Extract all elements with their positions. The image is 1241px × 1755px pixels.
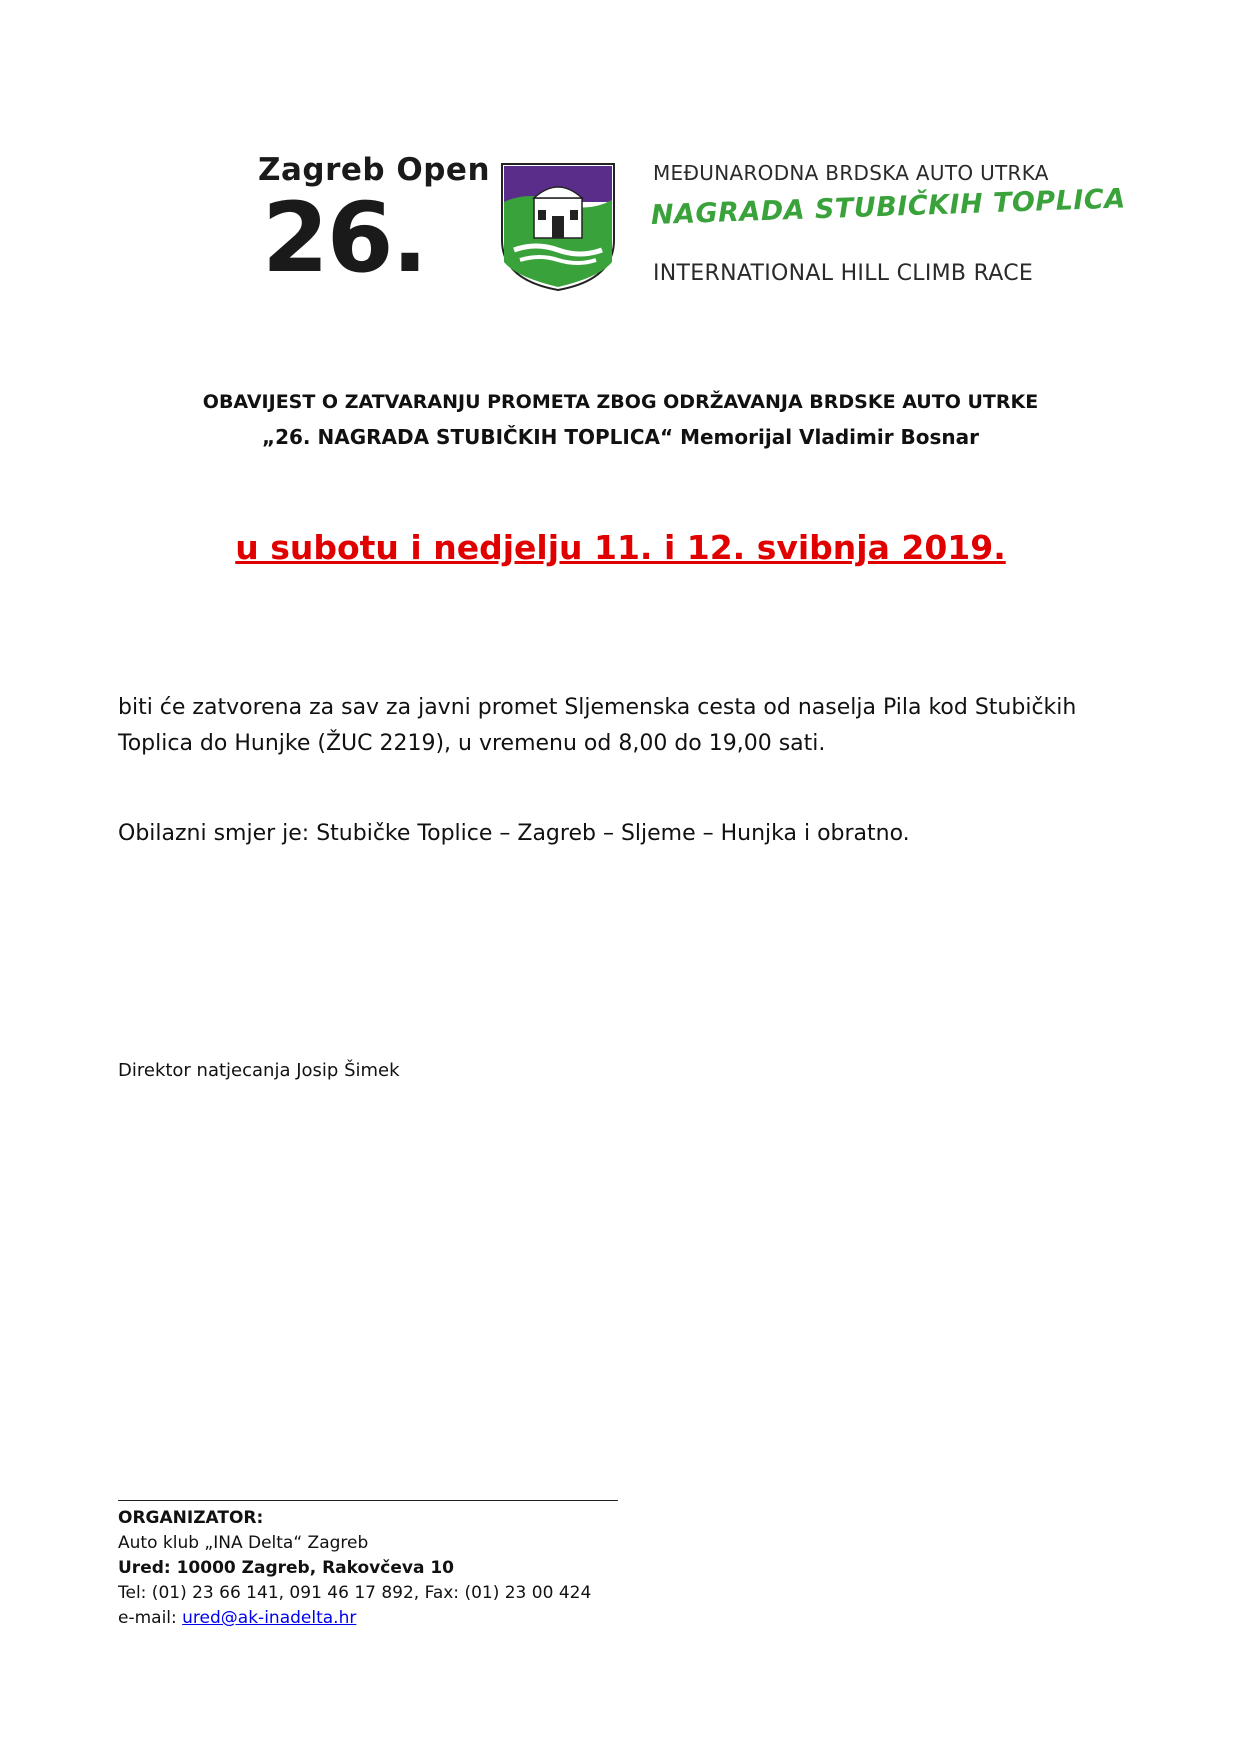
zagreb-open-logo-number: 26. [262,182,427,294]
organizer-email-line [118,1608,356,1628]
notice-headline-line2: „26. NAGRADA STUBIČKIH TOPLICA“ Memorijal Vladimir Bosnar [261,425,980,449]
organizer-phones: Tel: (01) 23 66 141, 091 46 17 892, Fax: (01) 23 00 424 [118,1583,592,1603]
email-label: e-mail: [118,1608,183,1628]
notice-headline-line1: OBAVIJEST O ZATVARANJU PROMETA ZBOG ODRŽAVANJA BRDSKE AUTO UTRKE [202,391,1039,413]
footer-divider [118,1500,618,1501]
detour-paragraph: Obilazni smjer je: Stubičke Toplice – Zagreb – Sljeme – Hunjka i obratno. [118,821,910,846]
event-date: u subotu i nedjelju 11. i 12. svibnja 2019. [235,528,1006,567]
crest-icon [500,162,616,292]
zagreb-open-logo-title: Zagreb Open [258,152,491,188]
organizer-label: ORGANIZATOR: [118,1508,264,1528]
race-name-logo: NAGRADA STUBIČKIH TOPLICA [650,183,1127,231]
email-link[interactable]: ured@ak-inadelta.hr [182,1608,357,1628]
closure-paragraph: biti će zatvorena za sav za javni promet Sljemenska cesta od naselja Pila kod Stubičkih Toplica do Hunjke (ŽUC 2219), u vremenu od 8,00 do 19,00 sati. [118,695,1077,756]
organizer-club: Auto klub „INA Delta“ Zagreb [118,1533,369,1553]
race-subtitle-bottom: INTERNATIONAL HILL CLIMB RACE [653,261,1034,286]
director-signature: Direktor natjecanja Josip Šimek [118,1060,400,1081]
race-subtitle-top: MEĐUNARODNA BRDSKA AUTO UTRKA [653,161,1049,185]
organizer-office: Ured: 10000 Zagreb, Rakovčeva 10 [118,1558,454,1578]
